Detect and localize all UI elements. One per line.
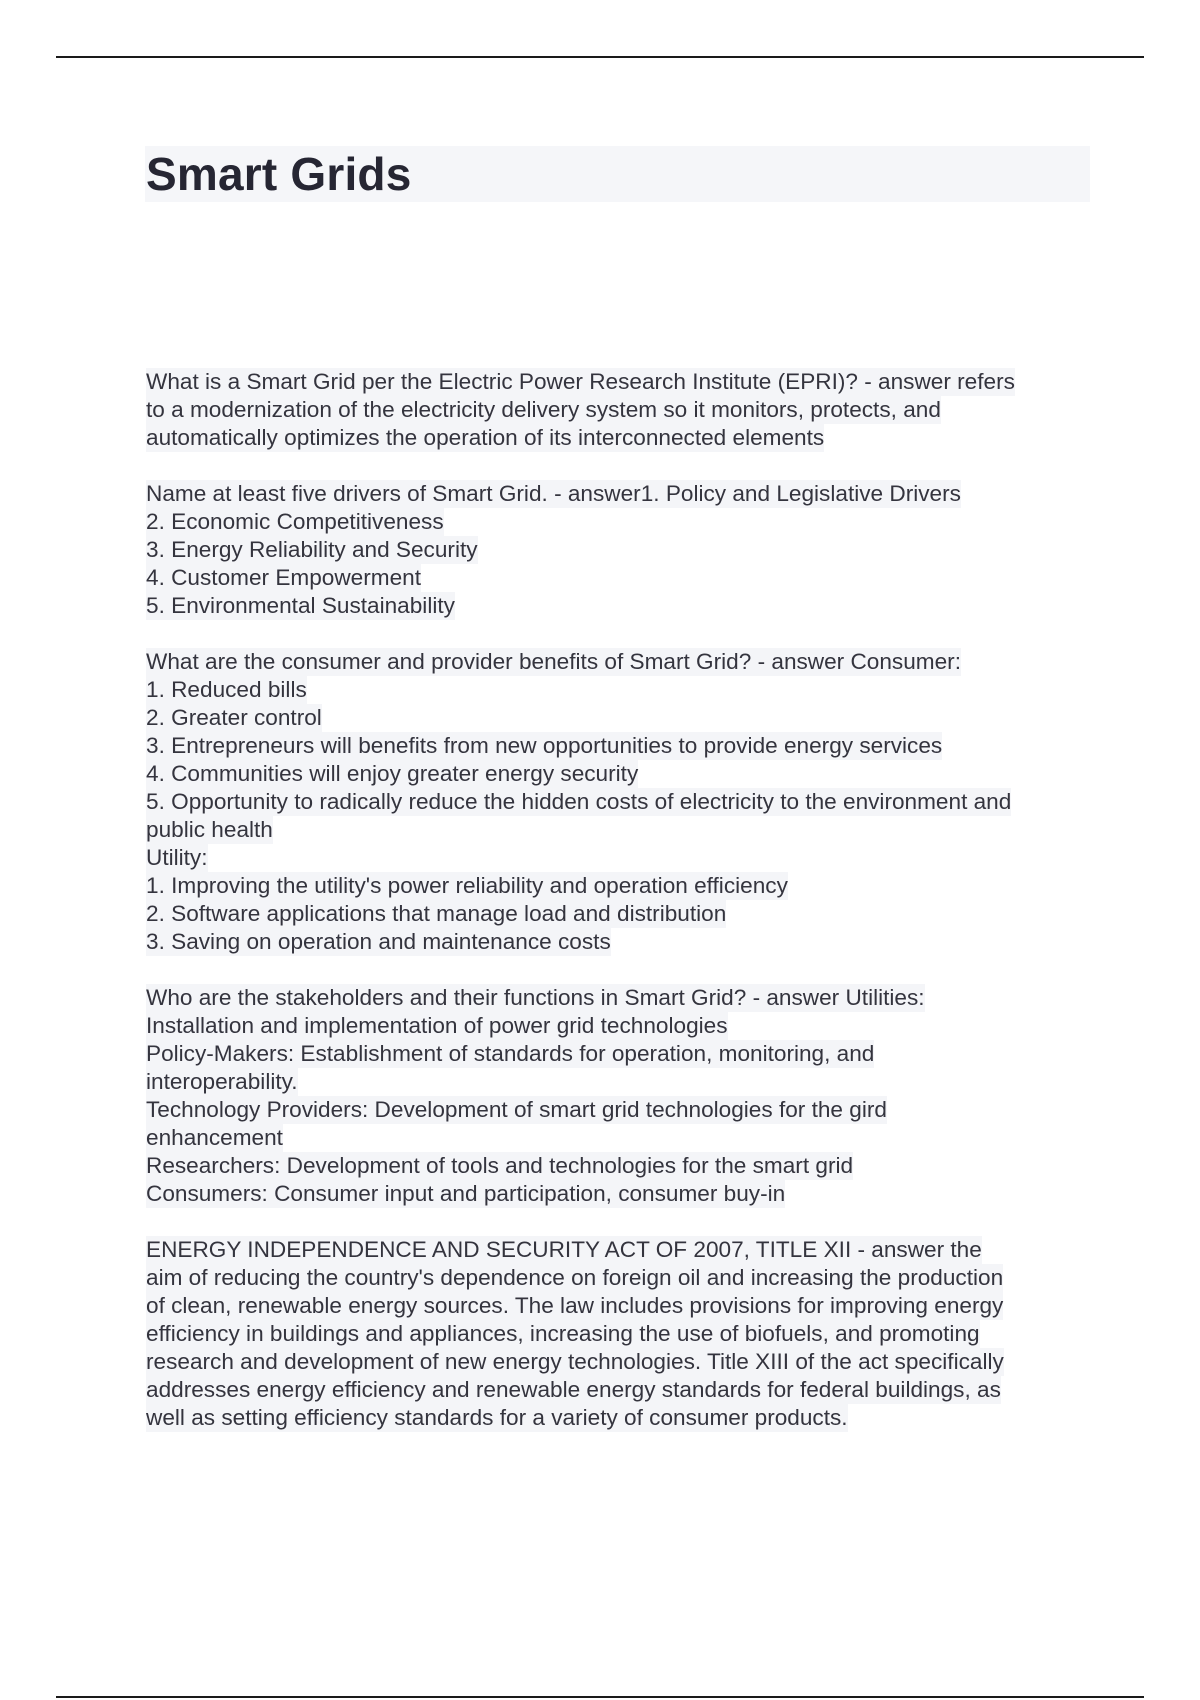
text-line: automatically optimizes the operation of its interconnected elements [146, 425, 825, 450]
text-line: 4. Communities will enjoy greater energy security [146, 761, 639, 786]
text-line: addresses energy efficiency and renewable energy standards for federal buildings, as [146, 1377, 1001, 1402]
text-line: ENERGY INDEPENDENCE AND SECURITY ACT OF 2007, TITLE XII - answer the [146, 1237, 982, 1262]
text-line: Policy-Makers: Establishment of standards for operation, monitoring, and [146, 1041, 875, 1066]
text-line: 4. Customer Empowerment [146, 565, 421, 590]
qa-entry-eisa-2007 [146, 1236, 1090, 1432]
text-line: public health [146, 817, 273, 842]
text-line: Consumers: Consumer input and participation, consumer buy-in [146, 1181, 786, 1206]
text-line: 2. Economic Competitiveness [146, 509, 444, 534]
text-line: Installation and implementation of power grid technologies [146, 1013, 728, 1038]
text-line: 5. Environmental Sustainability [146, 593, 455, 618]
text-line: 1. Improving the utility's power reliability and operation efficiency [146, 873, 788, 898]
text-line: of clean, renewable energy sources. The law includes provisions for improving energy [146, 1293, 1004, 1318]
qa-entry-stakeholders [146, 984, 1090, 1208]
text-line: research and development of new energy technologies. Title XIII of the act specifically [146, 1349, 1004, 1374]
text-line: efficiency in buildings and appliances, increasing the use of biofuels, and promoting [146, 1321, 980, 1346]
text-line: well as setting efficiency standards for a variety of consumer products. [146, 1405, 848, 1430]
text-line: 3. Energy Reliability and Security [146, 537, 478, 562]
document-body [146, 368, 1090, 1460]
text-line: Name at least five drivers of Smart Grid. - answer1. Policy and Legislative Drivers [146, 481, 961, 506]
document-title: Smart Grids [146, 148, 412, 200]
bottom-rule [56, 1696, 1144, 1698]
text-line: What are the consumer and provider benefits of Smart Grid? - answer Consumer: [146, 649, 961, 674]
qa-entry-drivers [146, 480, 1090, 620]
top-rule [56, 56, 1144, 58]
text-line: 5. Opportunity to radically reduce the hidden costs of electricity to the environment and [146, 789, 1012, 814]
qa-entry-epri-definition [146, 368, 1090, 452]
text-line: 3. Entrepreneurs will benefits from new opportunities to provide energy services [146, 733, 943, 758]
text-line: 3. Saving on operation and maintenance costs [146, 929, 611, 954]
text-line: interoperability. [146, 1069, 298, 1094]
text-line: Researchers: Development of tools and technologies for the smart grid [146, 1153, 854, 1178]
text-line: Utility: [146, 845, 208, 870]
text-line: 2. Greater control [146, 705, 322, 730]
text-line: to a modernization of the electricity delivery system so it monitors, protects, and [146, 397, 941, 422]
text-line: Technology Providers: Development of smart grid technologies for the gird [146, 1097, 887, 1122]
text-line: aim of reducing the country's dependence on foreign oil and increasing the production [146, 1265, 1004, 1290]
text-line: Who are the stakeholders and their functions in Smart Grid? - answer Utilities: [146, 985, 925, 1010]
text-line: 1. Reduced bills [146, 677, 307, 702]
qa-entry-benefits [146, 648, 1090, 956]
text-line: 2. Software applications that manage load and distribution [146, 901, 727, 926]
text-line: What is a Smart Grid per the Electric Power Research Institute (EPRI)? - answer refers [146, 369, 1015, 394]
text-line: enhancement [146, 1125, 283, 1150]
